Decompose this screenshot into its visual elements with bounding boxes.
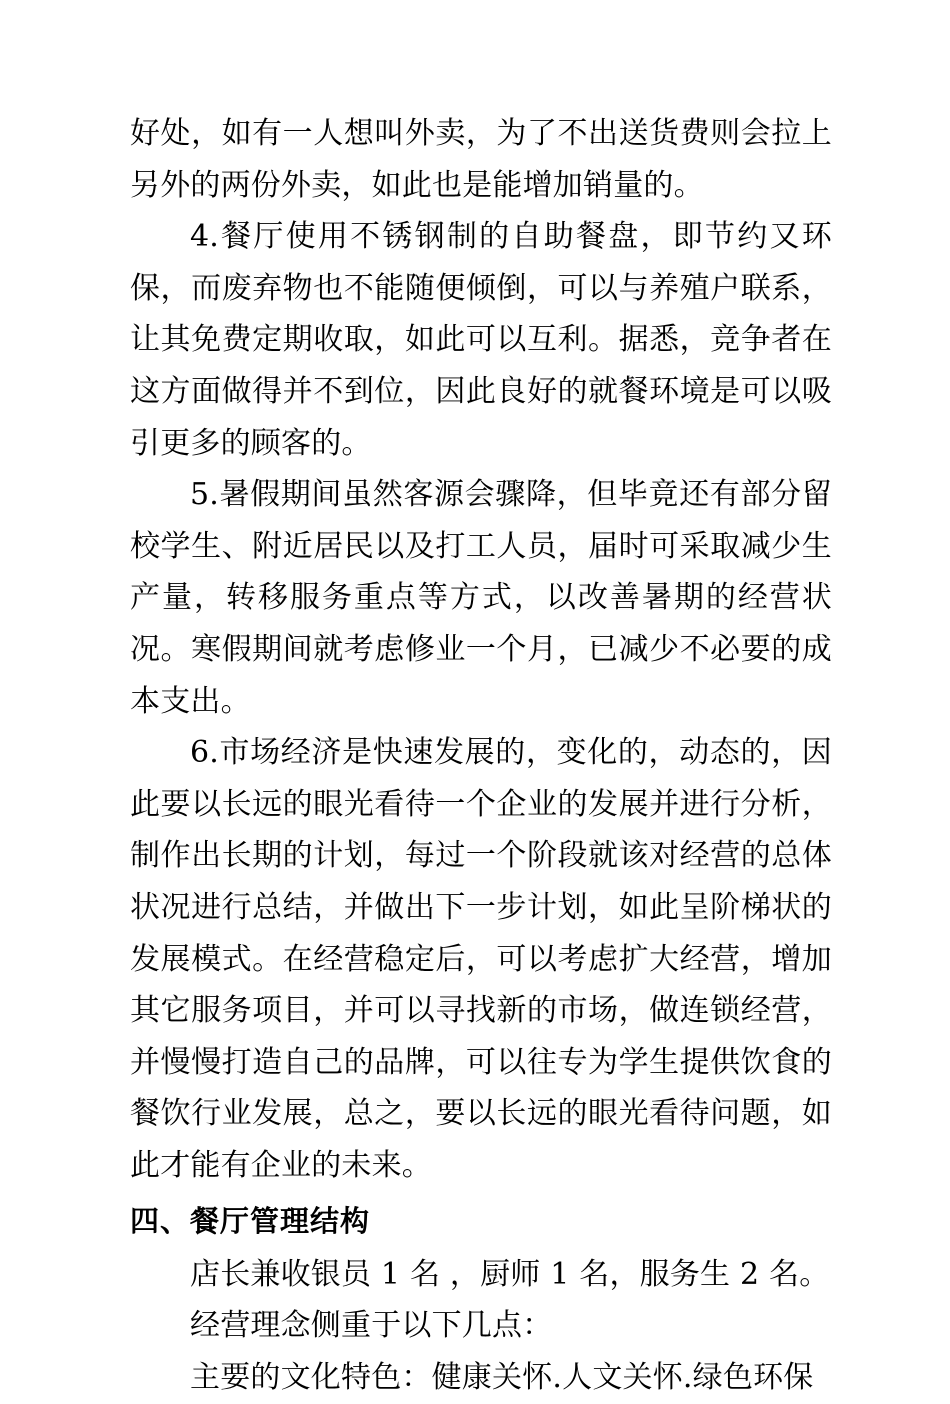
paragraph-concept: 经营理念侧重于以下几点： (190, 1308, 553, 1344)
document-body (130, 108, 832, 1404)
paragraph-item-4: 4.餐厅使用不锈钢制的自助餐盘，即节约又环保，而废弃物也不能随便倾倒，可以与养殖户联系，让其免费定期收取，如此可以互利。据悉，竞争者在这方面做得并不到位，因此良好的就餐环境是可以吸引更多的顾客的。 (130, 219, 832, 461)
paragraph-item-5: 5.暑假期间虽然客源会骤降，但毕竟还有部分留校学生、附近居民以及打工人员，届时可采取减少生产量，转移服务重点等方式，以改善暑期的经营状况。寒假期间就考虑修业一个月，已减少不必要的成本支出。 (130, 477, 832, 719)
paragraph-item-6: 6.市场经济是快速发展的，变化的，动态的，因此要以长远的眼光看待一个企业的发展并进行分析，制作出长期的计划，每过一个阶段就该对经营的总体状况进行总结，并做出下一步计划，如此呈阶梯状的发展模式。在经营稳定后，可以考虑扩大经营，增加其它服务项目，并可以寻找新的市场，做连锁经营，并慢慢打造自己的品牌，可以往专为学生提供饮食的餐饮行业发展，总之，要以长远的眼光看待问题，如此才能有企业的未来。 (130, 735, 832, 1183)
paragraph-staff: 店长兼收银员 1 名 ，厨师 1 名，服务生 2 名。 (190, 1256, 830, 1292)
section-heading: 四、餐厅管理结构 (130, 1204, 371, 1239)
management-details (130, 1249, 832, 1404)
paragraph-continuation: 好处，如有一人想叫外卖，为了不出送货费则会拉上另外的两份外卖，如此也是能增加销量的。 (130, 116, 832, 203)
paragraph-culture: 主要的文化特色：健康关怀.人文关怀.绿色环保 (190, 1359, 814, 1395)
